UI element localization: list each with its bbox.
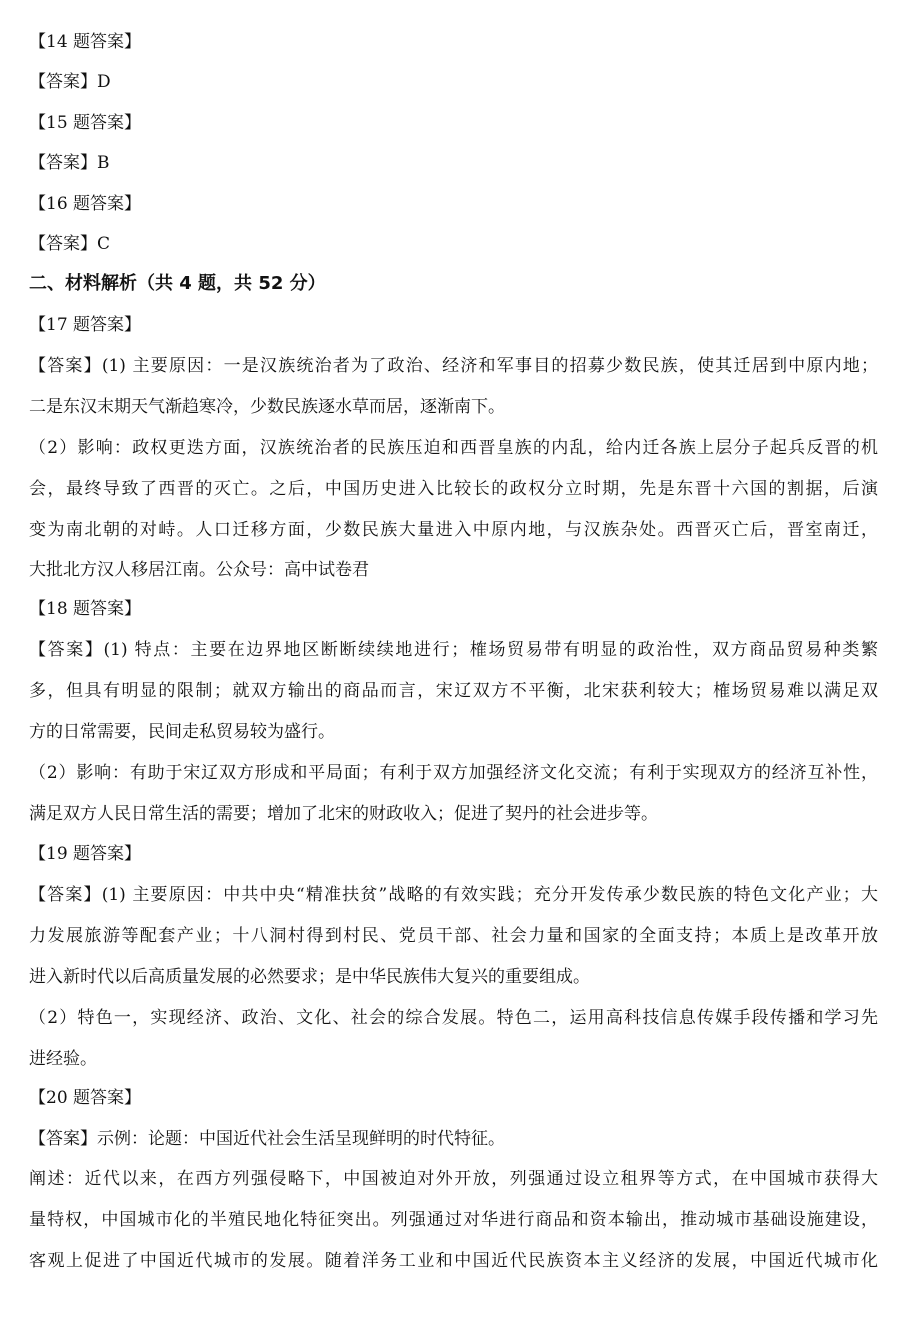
answer-17-line: 二是东汉末期天气渐趋寒冷，少数民族逐水草而居，逐渐南下。 <box>29 397 505 417</box>
answer-19-line: （2）特色一，实现经济、政治、文化、社会的综合发展。特色二，运用高科技信息传媒手段传播和学习先 <box>29 1008 878 1028</box>
question-14-heading: 【14 题答案】 <box>29 32 142 52</box>
question-17-heading: 【17 题答案】 <box>29 315 142 335</box>
answer-20-line: 【答案】示例：论题：中国近代社会生活呈现鲜明的时代特征。 <box>29 1129 505 1149</box>
answer-17-line: 大批北方汉人移居江南。公众号：高中试卷君 <box>29 560 369 580</box>
answer-17-line: 【答案】(1) 主要原因：一是汉族统治者为了政治、经济和军事目的招募少数民族，使其迁居到中原内地； <box>29 356 878 376</box>
answer-18-line: （2）影响：有助于宋辽双方形成和平局面；有利于双方加强经济文化交流；有利于实现双方的经济互补性， <box>29 763 878 783</box>
answer-19-line: 【答案】(1) 主要原因：中共中央“精准扶贫”战略的有效实践；充分开发传承少数民族的特色文化产业；大 <box>29 885 878 905</box>
answer-14: 【答案】D <box>29 72 111 92</box>
answer-20-line: 客观上促进了中国近代城市的发展。随着洋务工业和中国近代民族资本主义经济的发展，中国近代城市化 <box>29 1251 878 1271</box>
answer-17-line: （2）影响：政权更迭方面，汉族统治者的民族压迫和西晋皇族的内乱，给内迁各族上层分子起兵反晋的机 <box>29 438 878 458</box>
answer-16: 【答案】C <box>29 234 111 254</box>
answer-20-line: 量特权，中国城市化的半殖民地化特征突出。列强通过对华进行商品和资本输出，推动城市基础设施建设， <box>29 1210 878 1230</box>
answer-15: 【答案】B <box>29 153 110 173</box>
question-16-heading: 【16 题答案】 <box>29 194 142 214</box>
answer-19-line: 力发展旅游等配套产业；十八洞村得到村民、党员干部、社会力量和国家的全面支持；本质上是改革开放 <box>29 926 878 946</box>
answer-19-line: 进经验。 <box>29 1049 97 1069</box>
question-18-heading: 【18 题答案】 <box>29 599 142 619</box>
section-heading: 二、材料解析（共 4 题，共 52 分） <box>29 273 326 294</box>
question-15-heading: 【15 题答案】 <box>29 113 142 133</box>
answer-18-line: 方的日常需要，民间走私贸易较为盛行。 <box>29 722 335 742</box>
answer-20-line: 阐述：近代以来，在西方列强侵略下，中国被迫对外开放，列强通过设立租界等方式，在中国城市获得大 <box>29 1169 878 1189</box>
question-19-heading: 【19 题答案】 <box>29 844 142 864</box>
answer-18-line: 多，但具有明显的限制；就双方输出的商品而言，宋辽双方不平衡，北宋获利较大；榷场贸易难以满足双 <box>29 681 878 701</box>
answer-17-line: 变为南北朝的对峙。人口迁移方面，少数民族大量进入中原内地，与汉族杂处。西晋灭亡后，晋室南迁， <box>29 520 878 540</box>
answer-19-line: 进入新时代以后高质量发展的必然要求；是中华民族伟大复兴的重要组成。 <box>29 967 590 987</box>
question-20-heading: 【20 题答案】 <box>29 1088 142 1108</box>
answer-18-line: 【答案】(1) 特点：主要在边界地区断断续续地进行；榷场贸易带有明显的政治性，双方商品贸易种类繁 <box>29 640 878 660</box>
answer-17-line: 会，最终导致了西晋的灭亡。之后，中国历史进入比较长的政权分立时期，先是东晋十六国的割据，后演 <box>29 479 878 499</box>
answer-18-line: 满足双方人民日常生活的需要；增加了北宋的财政收入；促进了契丹的社会进步等。 <box>29 804 658 824</box>
